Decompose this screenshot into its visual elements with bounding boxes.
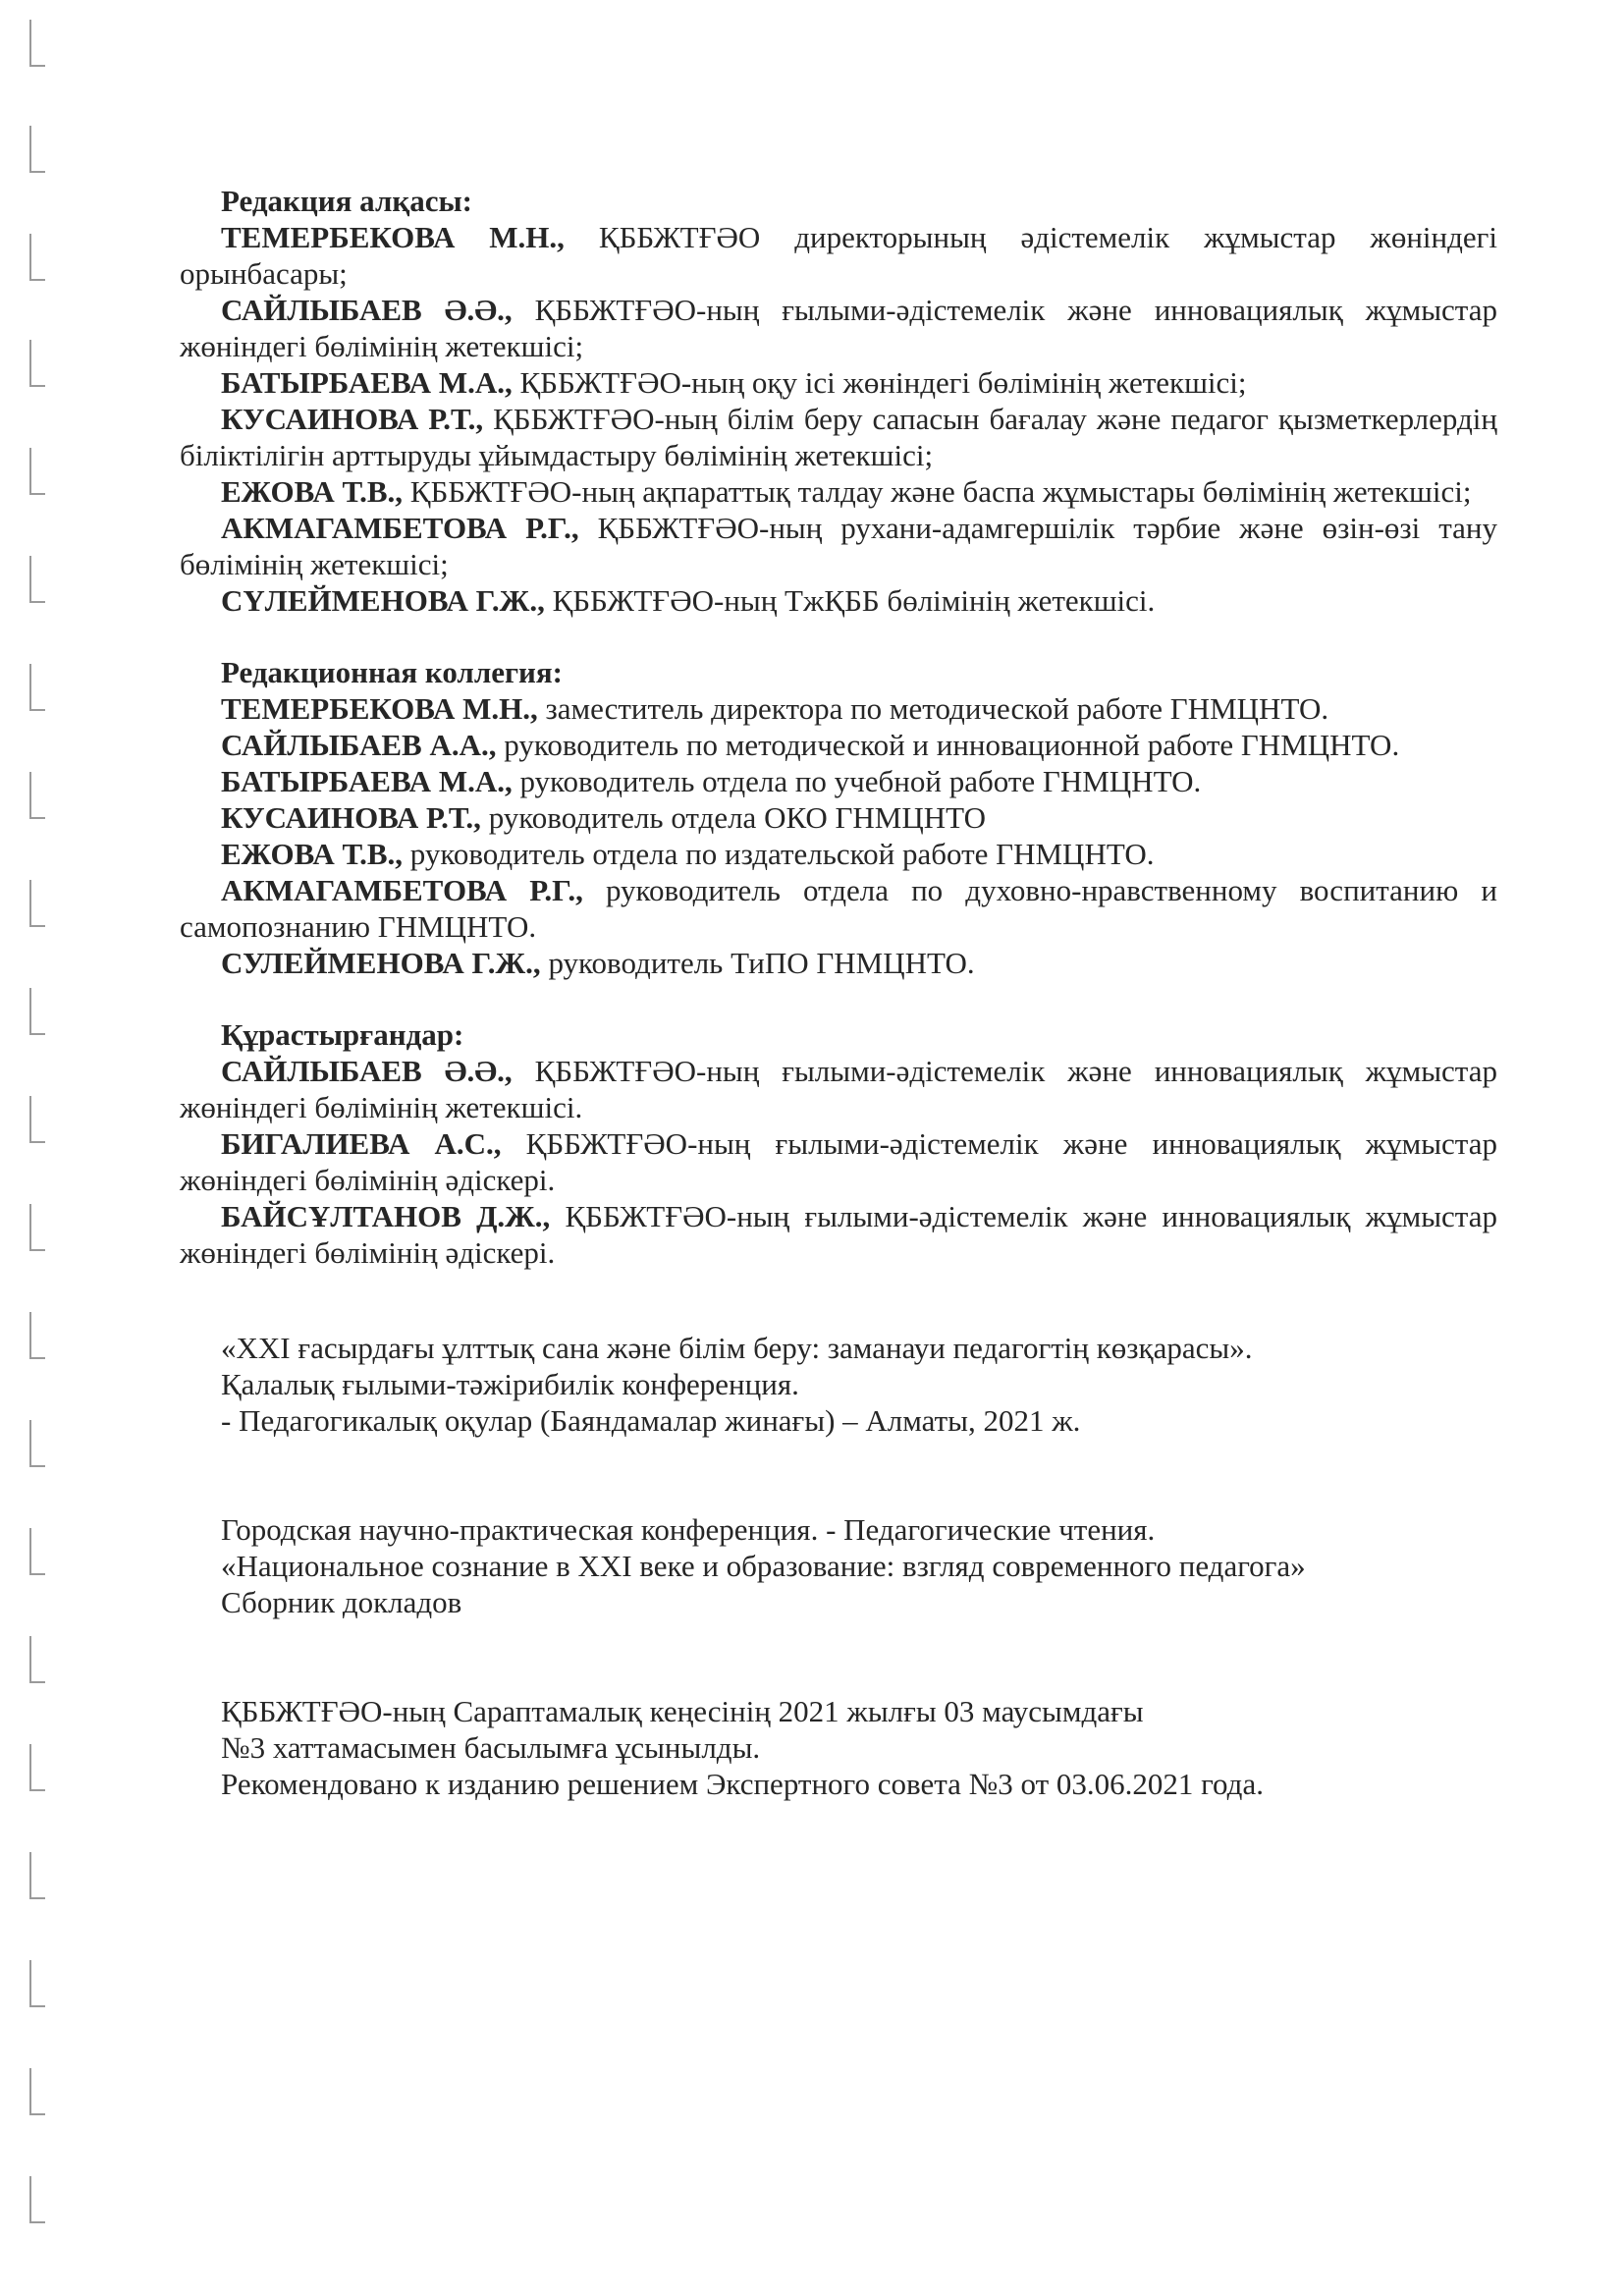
binder-mark [29, 1420, 45, 1467]
member-name: ТЕМЕРБЕКОВА М.Н., [221, 691, 538, 726]
approval-kz-line: №3 хаттамасымен басылымға ұсынылды. [221, 1730, 761, 1765]
editorial-board-kz-entry [180, 364, 1497, 401]
editorial-board-ru-entry [180, 836, 1497, 872]
editorial-board-kz-entry [180, 510, 1497, 582]
member-role: ҚББЖТҒӘО-ның оқу ісі жөніндегі бөлімінің жетекшісі; [512, 365, 1247, 400]
binder-mark [29, 1204, 45, 1251]
member-role: руководитель отдела ОКО ГНМЦНТО [480, 800, 987, 835]
document-page [180, 183, 1497, 1802]
member-role: ҚББЖТҒӘО директорының әдістемелік жұмыстар жөніндегі орынбасары; [180, 220, 1497, 291]
binder-mark [29, 126, 45, 173]
compiler-role: ҚББЖТҒӘО-ның ғылыми-әдістемелік және инновациялық жұмыстар жөніндегі бөлімінің жетекшісі. [180, 1054, 1497, 1124]
member-name: БАТЫРБАЕВА М.А., [221, 764, 513, 798]
binder-mark [29, 988, 45, 1035]
compiler-role: ҚББЖТҒӘО-ның ғылыми-әдістемелік және инновациялық жұмыстар жөніндегі бөлімінің әдіскері. [180, 1199, 1497, 1270]
publication-info-ru [180, 1511, 1497, 1620]
member-role: ҚББЖТҒӘО-ның ғылыми-әдістемелік және инновациялық жұмыстар жөніндегі бөлімінің жетекшісі; [180, 293, 1497, 363]
member-name: САЙЛЫБАЕВ А.А., [221, 728, 497, 762]
editorial-board-kz-entry [180, 473, 1497, 510]
editorial-board-ru-entry [180, 945, 1497, 981]
editorial-board-ru-entry [180, 799, 1497, 836]
member-name: КУСАИНОВА Р.Т., [221, 800, 481, 835]
binder-mark [29, 664, 45, 711]
compiler-entry [180, 1125, 1497, 1198]
binder-mark [29, 2176, 45, 2223]
compilers-heading: Құрастырғандар: [221, 1017, 464, 1052]
compiler-entry [180, 1053, 1497, 1125]
publication-info-kz [180, 1330, 1497, 1439]
member-name: ЕЖОВА Т.В., [221, 837, 404, 871]
approval-kz-line: ҚББЖТҒӘО-ның Сараптамалық кеңесінің 2021 жылғы 03 маусымдағы [221, 1694, 1144, 1728]
member-role: руководитель по методической и инновационной работе ГНМЦНТО. [496, 728, 1400, 762]
member-role: ҚББЖТҒӘО-ның ақпараттық талдау және баспа жұмыстары бөлімінің жетекшісі; [403, 474, 1472, 509]
member-name: СУЛЕЙМЕНОВА Г.Ж., [221, 946, 541, 980]
binder-mark [29, 20, 45, 67]
binder-mark [29, 1312, 45, 1359]
binder-mark [29, 772, 45, 819]
member-name: КУСАИНОВА Р.Т., [221, 402, 484, 436]
compiler-entry [180, 1198, 1497, 1271]
compiler-role: ҚББЖТҒӘО-ның ғылыми-әдістемелік және инновациялық жұмыстар жөніндегі бөлімінің әдіскері. [180, 1126, 1497, 1197]
editorial-board-ru-entry [180, 727, 1497, 763]
binder-mark [29, 556, 45, 603]
binder-mark [29, 2068, 45, 2115]
binder-mark [29, 448, 45, 495]
editorial-board-kz-heading: Редакция алқасы: [221, 184, 472, 218]
binder-mark [29, 340, 45, 387]
editorial-board-ru-entry [180, 690, 1497, 727]
publication-ru-type: Сборник докладов [221, 1585, 462, 1619]
member-role: руководитель отдела по издательской работе ГНМЦНТО. [403, 837, 1155, 871]
binder-mark [29, 1960, 45, 2007]
editorial-board-ru-section [180, 654, 1497, 981]
binder-mark [29, 234, 45, 281]
editorial-board-ru-entry [180, 872, 1497, 945]
approval-notice [180, 1693, 1497, 1802]
member-role: руководитель ТиПО ГНМЦНТО. [540, 946, 975, 980]
binder-mark [29, 1528, 45, 1575]
member-role: ҚББЖТҒӘО-ның рухани-адамгершілік тәрбие және өзін-өзі тану бөлімінің жетекшісі; [180, 511, 1497, 581]
binder-mark [29, 1096, 45, 1143]
editorial-board-kz-section [180, 183, 1497, 619]
publication-kz-conference: Қалалық ғылыми-тәжірибилік конференция. [221, 1367, 799, 1401]
compiler-name: САЙЛЫБАЕВ Ә.Ә., [221, 1054, 513, 1088]
editorial-board-kz-entry [180, 219, 1497, 292]
editorial-board-kz-entry [180, 582, 1497, 619]
member-role: заместитель директора по методической работе ГНМЦНТО. [537, 691, 1329, 726]
member-name: ТЕМЕРБЕКОВА М.Н., [221, 220, 565, 254]
member-role: руководитель отдела по учебной работе ГНМЦНТО. [512, 764, 1202, 798]
approval-ru-line: Рекомендовано к изданию решением Экспертного совета №3 от 03.06.2021 года. [221, 1767, 1264, 1801]
member-name: БАТЫРБАЕВА М.А., [221, 365, 513, 400]
publication-ru-title: «Национальное сознание в XXI веке и образование: взгляд современного педагога» [221, 1549, 1306, 1583]
publication-kz-series: - Педагогикалық оқулар (Баяндамалар жинағы) – Алматы, 2021 ж. [221, 1403, 1081, 1438]
compiler-name: БАЙСҰЛТАНОВ Д.Ж., [221, 1199, 551, 1233]
compiler-name: БИГАЛИЕВА А.С., [221, 1126, 502, 1161]
member-role: ҚББЖТҒӘО-ның білім беру сапасын бағалау және педагог қызметкерлердің біліктілігін арттыруды ұйымдастыру бөлімінің жетекшісі; [180, 402, 1497, 472]
publication-ru-conference: Городская научно-практическая конференция. - Педагогические чтения. [221, 1512, 1156, 1547]
member-name: САЙЛЫБАЕВ Ә.Ә., [221, 293, 513, 327]
binder-margin-marks [0, 0, 59, 2296]
binder-mark [29, 1636, 45, 1683]
member-name: ЕЖОВА Т.В., [221, 474, 404, 509]
binder-mark [29, 880, 45, 927]
editorial-board-ru-entry [180, 763, 1497, 799]
editorial-board-ru-heading: Редакционная коллегия: [221, 655, 564, 689]
member-role: ҚББЖТҒӘО-ның ТжҚББ бөлімінің жетекшісі. [544, 583, 1156, 618]
member-name: АКМАГАМБЕТОВА Р.Г., [221, 511, 579, 545]
editorial-board-kz-entry [180, 292, 1497, 364]
binder-mark [29, 1852, 45, 1899]
publication-kz-title: «XXI ғасырдағы ұлттық сана және білім беру: заманауи педагогтің көзқарасы». [221, 1331, 1253, 1365]
compilers-section [180, 1016, 1497, 1271]
member-name: АКМАГАМБЕТОВА Р.Г., [221, 873, 583, 907]
member-name: СҮЛЕЙМЕНОВА Г.Ж., [221, 583, 545, 618]
binder-mark [29, 1744, 45, 1791]
member-role: руководитель отдела по духовно-нравственному воспитанию и самопознанию ГНМЦНТО. [180, 873, 1497, 944]
editorial-board-kz-entry [180, 401, 1497, 473]
